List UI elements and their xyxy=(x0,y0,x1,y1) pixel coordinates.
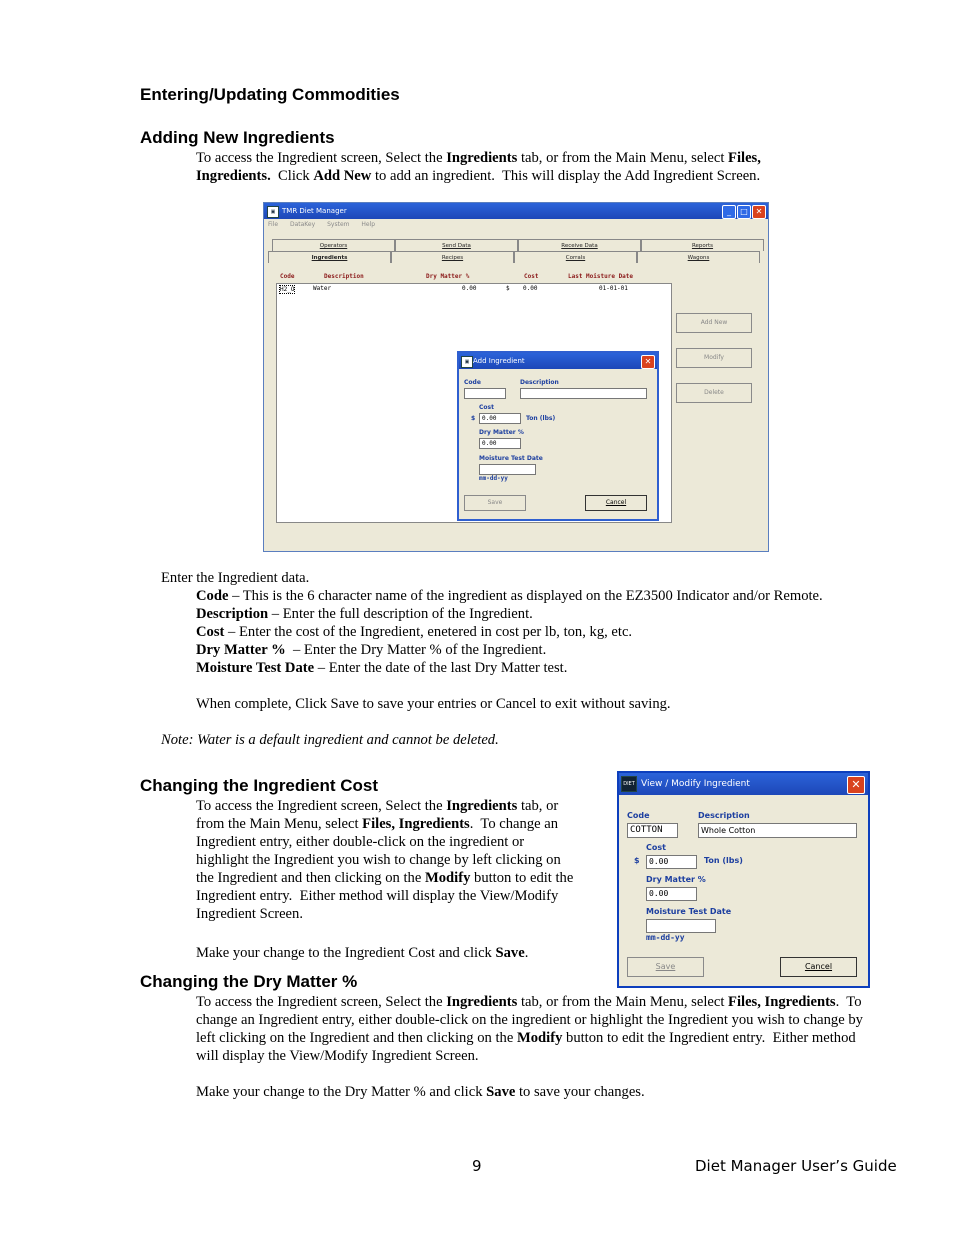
unit-label: Ton (lbs) xyxy=(704,856,743,865)
view-modify-ingredient-screenshot xyxy=(617,771,870,988)
dry-matter-field[interactable]: 0.00 xyxy=(646,887,697,901)
section-heading-adding: Adding New Ingredients xyxy=(140,128,335,147)
tab-send-data[interactable]: Send Data xyxy=(395,239,518,251)
row-dry-matter: 0.00 xyxy=(462,285,477,292)
col-cost: Cost xyxy=(524,273,539,280)
main-window-titlebar xyxy=(264,203,768,219)
add-new-button[interactable]: Add New xyxy=(676,313,752,333)
code-label: Code xyxy=(627,811,650,820)
dry-matter-label: Dry Matter % xyxy=(646,875,706,884)
col-last-moisture-date: Last Moisture Date xyxy=(568,273,634,280)
dialog-icon: ▣ xyxy=(461,356,473,368)
text-line: Ingredient entry, either double-click on the ingredient or xyxy=(196,834,525,850)
moisture-test-date-label: Moisture Test Date xyxy=(479,455,543,462)
field-list xyxy=(196,587,896,677)
description-field[interactable] xyxy=(520,388,647,399)
menu-bar xyxy=(264,219,768,231)
text-line: highlight the Ingredient you wish to change by left clicking on xyxy=(196,852,561,868)
dollar-sign: $ xyxy=(634,856,640,865)
cancel-button[interactable]: Cancel xyxy=(585,495,647,511)
tab-reports[interactable]: Reports xyxy=(641,239,764,251)
add-dialog-titlebar xyxy=(459,353,657,369)
cost-label: Cost xyxy=(479,404,494,411)
date-format-hint: mm-dd-yy xyxy=(479,475,508,482)
col-code: Code xyxy=(280,273,295,280)
modify-button[interactable]: Modify xyxy=(676,348,752,368)
cost-instructions xyxy=(196,797,606,923)
tab-receive-data[interactable]: Receive Data xyxy=(518,239,641,251)
page-number: 9 xyxy=(472,1157,482,1175)
moisture-test-date-label: Moisture Test Date xyxy=(646,907,732,916)
cost-field[interactable]: 0.00 xyxy=(646,855,697,869)
section-heading-dry-matter: Changing the Dry Matter % xyxy=(140,972,358,991)
view-modify-title: View / Modify Ingredient xyxy=(641,779,750,789)
cancel-button[interactable]: Cancel xyxy=(780,957,857,977)
close-icon[interactable]: ✕ xyxy=(752,205,766,219)
tab-recipes[interactable]: Recipes xyxy=(391,251,514,263)
col-dry-matter: Dry Matter % xyxy=(426,273,470,280)
description-label: Description xyxy=(520,379,559,386)
adding-intro: To access the Ingredient screen, Select the Ingredients tab, or from the Main Menu, select Files, Ingredients. Click Add New to add an ingredient. This will display the Add Ingredient Screen. xyxy=(196,150,765,184)
view-modify-titlebar xyxy=(619,773,868,795)
main-window-title: TMR Diet Manager xyxy=(282,207,347,215)
tab-ingredients[interactable]: Ingredients xyxy=(268,251,391,263)
moisture-test-date-field[interactable] xyxy=(479,464,536,475)
add-ingredient-dialog xyxy=(457,351,659,521)
diet-icon: DIET xyxy=(621,776,637,792)
dry-matter-instructions: To access the Ingredient screen, Select the Ingredients tab, or from the Main Menu, select Files, Ingredients. To change an Ingredient entry, either double-click on the ingredient or highlight the Ingredient you wish to change by left clicking on the Ingredient and then clicking on the Modify button to edit the Ingredient entry. Either method will display the View/Modify Ingredient Screen. xyxy=(196,994,867,1064)
guide-title: Diet Manager User’s Guide xyxy=(695,1157,897,1175)
dry-matter-field[interactable]: 0.00 xyxy=(479,438,521,449)
description-label: Description xyxy=(698,811,750,820)
description-field[interactable]: Whole Cotton xyxy=(698,823,857,838)
app-icon: ▣ xyxy=(267,206,279,218)
close-icon[interactable]: ✕ xyxy=(641,355,655,369)
main-heading: Entering/Updating Commodities xyxy=(140,85,400,104)
text-line: To access the Ingredient screen, Select the Ingredients tab, or xyxy=(196,798,559,814)
section-heading-cost: Changing the Ingredient Cost xyxy=(140,776,378,795)
unit-label: Ton (lbs) xyxy=(526,415,556,422)
text-line: Ingredient entry. Either method will display the View/Modify xyxy=(196,888,559,904)
maximize-icon[interactable]: □ xyxy=(737,205,751,219)
row-cost-symbol: $ xyxy=(506,285,510,292)
field-dry-matter-item: Dry Matter % – Enter the Dry Matter % of the Ingredient. xyxy=(196,642,547,658)
dry-matter-make-change: Make your change to the Dry Matter % and click Save to save your changes. xyxy=(196,1084,645,1100)
dry-matter-label: Dry Matter % xyxy=(479,429,524,436)
field-code-item: Code – This is the 6 character name of the ingredient as displayed on the EZ3500 Indicator and/or Remote. xyxy=(196,588,823,604)
tab-corrals[interactable]: Corrals xyxy=(514,251,637,263)
date-format-hint: mm-dd-yy xyxy=(646,933,685,942)
tab-wagons[interactable]: Wagons xyxy=(637,251,760,263)
close-icon[interactable]: ✕ xyxy=(847,776,865,794)
save-button[interactable]: Save xyxy=(464,495,526,511)
enter-data-line: Enter the Ingredient data. xyxy=(161,570,310,586)
field-cost-item: Cost – Enter the cost of the Ingredient, enetered in cost per lb, ton, kg, etc. xyxy=(196,624,633,640)
water-note: Note: Water is a default ingredient and cannot be deleted. xyxy=(161,732,499,748)
menu-file[interactable]: File xyxy=(268,221,279,228)
cost-make-change: Make your change to the Ingredient Cost and click Save. xyxy=(196,945,529,961)
code-field[interactable] xyxy=(464,388,506,399)
add-dialog-title: Add Ingredient xyxy=(473,357,525,365)
row-date: 01-01-01 xyxy=(599,285,628,292)
dollar-sign: $ xyxy=(471,415,476,422)
delete-button[interactable]: Delete xyxy=(676,383,752,403)
cost-field[interactable]: 0.00 xyxy=(479,413,521,424)
field-moisture-date-item: Moisture Test Date – Enter the date of the last Dry Matter test. xyxy=(196,660,568,676)
tab-operators[interactable]: Operators xyxy=(272,239,395,251)
col-description: Description xyxy=(324,273,364,280)
row-description: Water xyxy=(313,285,332,292)
code-field[interactable]: COTTON xyxy=(627,823,678,838)
complete-line: When complete, Click Save to save your entries or Cancel to exit without saving. xyxy=(196,696,671,712)
tmr-main-window-screenshot xyxy=(263,202,769,552)
menu-datakey[interactable]: DataKey xyxy=(289,221,316,228)
field-description-item: Description – Enter the full description of the Ingredient. xyxy=(196,606,533,622)
minimize-icon[interactable]: _ xyxy=(722,205,736,219)
menu-system[interactable]: System xyxy=(327,221,350,228)
cost-label: Cost xyxy=(646,843,666,852)
text-line: the Ingredient and then clicking on the Modify button to edit the xyxy=(196,870,574,886)
text-line: Ingredient Screen. xyxy=(196,906,303,922)
row-code: H2_O xyxy=(280,286,295,293)
row-cost: 0.00 xyxy=(523,285,538,292)
code-label: Code xyxy=(464,379,481,386)
menu-help[interactable]: Help xyxy=(361,221,376,228)
moisture-test-date-field[interactable] xyxy=(646,919,716,933)
save-button[interactable]: Save xyxy=(627,957,704,977)
text-line: from the Main Menu, select Files, Ingredients. To change an xyxy=(196,816,559,832)
